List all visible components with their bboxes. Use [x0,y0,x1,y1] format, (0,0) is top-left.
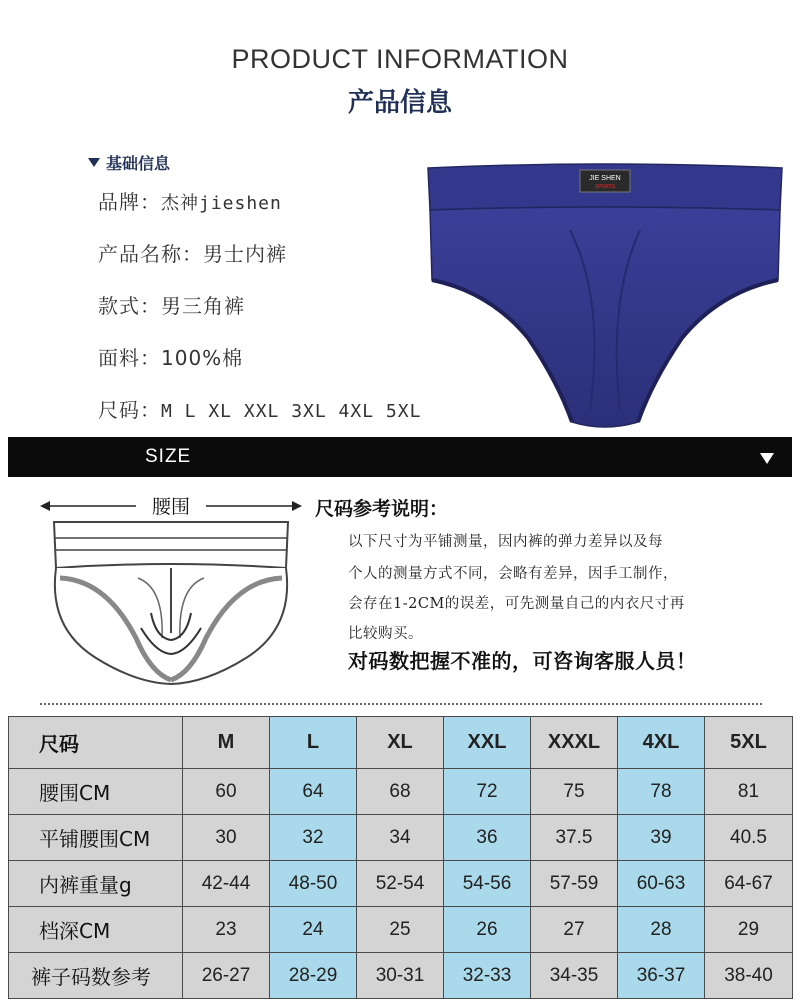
waist-diagram [36,488,306,688]
table-cell: 25 [357,907,444,953]
table-row [9,815,793,861]
basic-info-section-title [88,151,170,174]
info-row-product-name [98,238,287,267]
table-row [9,907,793,953]
table-row [9,769,793,815]
header-title-en: PRODUCT INFORMATION [231,44,569,74]
table-cell: 60-63 [618,861,705,907]
table-cell: 75 [531,769,618,815]
header-title-zh: 产品信息 [347,88,452,118]
product-briefs-image [420,160,790,435]
dotted-divider [40,703,762,705]
table-cell: 34-35 [531,953,618,999]
table-cell: 60 [183,769,270,815]
info-row-style [98,290,245,319]
table-cell: 26-27 [183,953,270,999]
table-header-cell: XXL [444,717,531,769]
size-notes-emphasis: 对码数把握不准的，可咨询客服人员！ [348,649,697,673]
table-cell: 32 [270,815,357,861]
info-label: 款式： [98,294,161,318]
table-cell: 30-31 [357,953,444,999]
info-label: 品牌： [98,190,161,214]
table-row-head: 平铺腰围CM [9,815,183,861]
table-header-cell: XXXL [531,717,618,769]
size-chart-table [8,716,793,999]
table-row-head: 内裤重量g [9,861,183,907]
table-cell: 29 [705,907,793,953]
table-cell: 42-44 [183,861,270,907]
table-header-cell: L [270,717,357,769]
waist-label: 腰围 [151,496,191,518]
table-cell: 28-29 [270,953,357,999]
size-note-line: 个人的测量方式不同，会略有差异，因手工制作， [348,566,678,582]
size-bar-label: SIZE [145,446,192,467]
basic-info-title-text: 基础信息 [106,154,171,173]
table-cell: 57-59 [531,861,618,907]
table-cell: 36-37 [618,953,705,999]
table-cell: 23 [183,907,270,953]
table-header-cell: 尺码 [9,717,183,769]
size-section-bar [8,437,792,477]
table-cell: 32-33 [444,953,531,999]
table-cell: 48-50 [270,861,357,907]
chevron-down-icon [760,453,774,464]
table-row [9,953,793,999]
info-value: M L XL XXL 3XL 4XL 5XL [161,401,422,422]
size-note-line: 比较购买。 [348,626,423,642]
triangle-down-icon [88,158,100,167]
table-cell: 38-40 [705,953,793,999]
info-value: 男士内裤 [203,242,287,266]
info-label: 产品名称： [98,242,203,266]
table-cell: 34 [357,815,444,861]
table-header-cell: 4XL [618,717,705,769]
table-cell: 39 [618,815,705,861]
table-row-head: 裤子码数参考 [9,953,183,999]
table-cell: 78 [618,769,705,815]
info-value: 男三角裤 [161,294,245,318]
table-row-head: 腰围CM [9,769,183,815]
table-cell: 81 [705,769,793,815]
table-cell: 28 [618,907,705,953]
table-cell: 64 [270,769,357,815]
size-notes-title: 尺码参考说明： [315,498,449,520]
table-cell: 52-54 [357,861,444,907]
size-note-line: 会存在1-2CM的误差，可先测量自己的内衣尺寸再 [348,596,685,612]
table-cell: 68 [357,769,444,815]
table-cell: 64-67 [705,861,793,907]
table-cell: 40.5 [705,815,793,861]
info-row-fabric [98,342,243,371]
table-cell: 54-56 [444,861,531,907]
info-value: 100%棉 [161,346,244,370]
table-header-cell: XL [357,717,444,769]
table-cell: 30 [183,815,270,861]
info-label: 面料： [98,346,161,370]
table-header-cell: 5XL [705,717,793,769]
table-row [9,861,793,907]
table-cell: 36 [444,815,531,861]
table-cell: 37.5 [531,815,618,861]
table-header-row [9,717,793,769]
size-note-line: 以下尺寸为平铺测量，因内裤的弹力差异以及每 [348,534,663,550]
table-header-cell: M [183,717,270,769]
table-cell: 24 [270,907,357,953]
table-row-head: 档深CM [9,907,183,953]
table-cell: 26 [444,907,531,953]
info-value: 杰神jieshen [161,193,282,214]
info-label: 尺码： [98,398,161,422]
product-sublabel-text: SPORTS [594,184,616,190]
info-row-sizes [98,394,421,423]
product-label-text: JIE SHEN [589,175,621,182]
table-cell: 72 [444,769,531,815]
info-row-brand [98,186,282,215]
table-cell: 27 [531,907,618,953]
